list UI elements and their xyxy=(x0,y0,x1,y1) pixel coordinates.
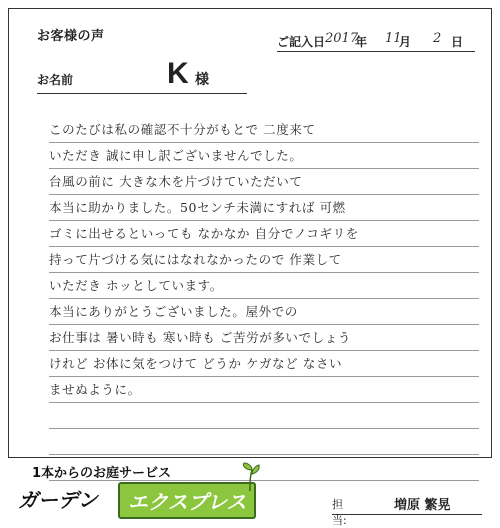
staff-name: 増原 繁晃 xyxy=(394,498,451,513)
ruled-line xyxy=(49,377,479,403)
message-line: 本当に助かりました。50センチ未満にすれば 可燃 xyxy=(49,200,346,215)
month-unit: 月 xyxy=(399,35,412,49)
ruled-line xyxy=(49,325,479,351)
message-line: ゴミに出せるといっても なかなか 自分でノコギリを xyxy=(49,226,359,241)
ruled-line xyxy=(49,221,479,247)
message-line: いただき 誠に申し訳ございませんでした。 xyxy=(49,148,303,163)
ruled-line xyxy=(49,247,479,273)
name-underline xyxy=(37,93,247,94)
date-month: 11 xyxy=(385,31,402,46)
customer-name: K xyxy=(167,57,189,90)
date-year: 2017 xyxy=(325,31,359,46)
message-line: このたびは私の確認不十分がもとで 二度来て xyxy=(49,122,316,137)
message-line: 持って片づける気にはなれなかったので 作業して xyxy=(49,252,342,267)
logo-brand-express: エクスプレス xyxy=(118,482,256,519)
ruled-line xyxy=(49,429,479,455)
company-logo xyxy=(18,462,258,518)
year-unit: 年 xyxy=(355,35,368,49)
name-field xyxy=(37,57,247,97)
ruled-line xyxy=(49,351,479,377)
ruled-line xyxy=(49,117,479,143)
testimonial-card xyxy=(8,8,492,458)
date-day: 2 xyxy=(433,31,442,46)
message-line: いただき ホッとしています。 xyxy=(49,278,223,293)
honorific: 様 xyxy=(195,72,209,88)
leaf-icon xyxy=(238,462,262,492)
ruled-line xyxy=(49,299,479,325)
card-title: お客様の声 xyxy=(37,29,105,44)
message-area xyxy=(49,117,479,481)
ruled-line xyxy=(49,143,479,169)
message-line: けれど お体に気をつけて どうか ケガなど なさい xyxy=(49,356,343,371)
logo-brand-main: ガーデン xyxy=(18,488,98,512)
ruled-line xyxy=(49,169,479,195)
date-label: ご記入日 xyxy=(277,35,326,49)
staff-label: 担当: xyxy=(332,498,347,527)
ruled-line xyxy=(49,273,479,299)
logo-tagline: 1本からのお庭サービス xyxy=(32,466,172,481)
staff-underline xyxy=(332,514,482,515)
name-label: お名前 xyxy=(37,73,74,87)
ruled-line xyxy=(49,403,479,429)
message-line: お仕事は 暑い時も 寒い時も ご苦労が多いでしょう xyxy=(49,330,351,345)
date-underline xyxy=(277,51,475,52)
message-line: 本当にありがとうございました。屋外での xyxy=(49,304,298,319)
date-field xyxy=(277,31,477,53)
message-line: 台風の前に 大きな木を片づけていただいて xyxy=(49,174,303,189)
day-unit: 日 xyxy=(451,35,464,49)
message-line: ませぬように。 xyxy=(49,382,141,397)
ruled-line xyxy=(49,195,479,221)
